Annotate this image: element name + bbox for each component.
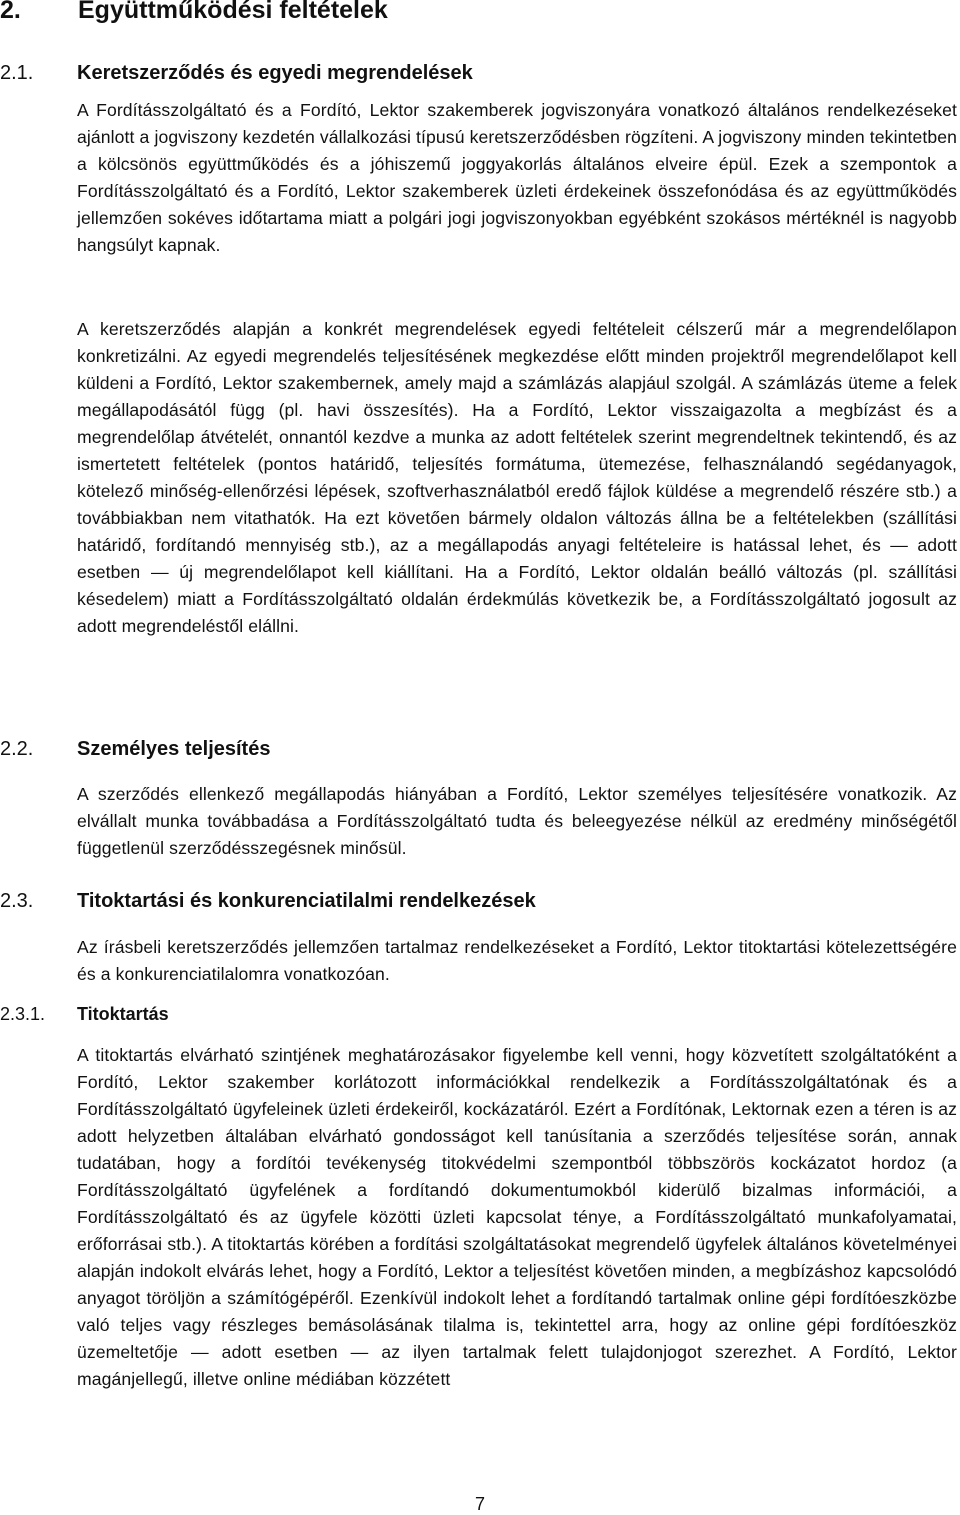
paragraph: A szerződés ellenkező megállapodás hiányában a Fordító, Lektor személyes teljesítésére vonatkozik. Az elvállalt munka továbbadása a Fordításszolgáltató tudta és beleegyezése nélkül az eredmény minőségétől függetlenül szerződésszegésnek minősül. [77,783,957,858]
paragraph: A titoktartás elvárható szintjének meghatározásakor figyelembe kell venni, hogy közvetített szolgáltatóként a Fordító, Lektor szakember korlátozott információkkal rendelkezik a Fordításszolgáltatónak és a Fordításszolgáltató ügyfeleinek üzleti érdekeiről, kockázatáról. Ezért a Fordítónak, Lektornak ezen a téren is az adott helyzetben általában elvárható gondosságot kell tanúsítania a szerződés teljesítése során, annak tudatában, hogy a fordítói tevékenység titokvédelmi szempontból többszörös kockázatot hordoz (a Fordításszolgáltató ügyfelének a fordítandó dokumentumokból kiderülő bizalmas információi, a Fordításszolgáltató és az ügyfele közötti üzleti kapcsolat ténye, a Fordításszolgáltató munkafolyamatai, erőforrásai stb.). A titoktartás körében a fordítási szolgáltatásokat megrendelő ügyfelek általános követelményei alapján indokolt elvárás lehet, hogy a Fordító, Lektor a teljesítést követően minden, a megbízáshoz kapcsolódó anyagot töröljön a számítógépéről. Ezenkívül indokolt lehet a fordítandó tartalmak online gépi fordítóeszközbe való teljes vagy részleges bemásolásának tilalma is, tekintettel arra, hogy az online gépi fordítóeszköz üzemeltetője — adott esetben — az ilyen tartalmak felett tulajdonjogot szerezhet. A Fordító, Lektor magánjellegű, illetve online médiában közzétett [77,1044,957,1389]
section-number: 2. [0,0,21,24]
subsection-heading-2-2 [0,738,270,761]
subsection-title: Keretszerződés és egyedi megrendelések [77,62,473,84]
paragraph: Az írásbeli keretszerződés jellemzően tartalmaz rendelkezéseket a Fordító, Lektor titoktartási kötelezettségére és a konkurenciatilalomra vonatkozóan. [77,936,957,984]
page-number: 7 [474,1494,485,1514]
section-title: Együttműködési feltételek [78,0,388,24]
subsection-number: 2.3. [0,890,34,912]
subsection-heading-2-3 [0,890,536,913]
subsubsection-title: Titoktartás [77,1004,169,1024]
subsection-heading-2-1 [0,62,473,85]
section-heading [0,0,388,25]
paragraph: A Fordításszolgáltató és a Fordító, Lektor szakemberek jogviszonyára vonatkozó általános rendelkezéseket ajánlott a jogviszony kezdetén vállalkozási típusú keretszerződésben rögzíteni. A jogviszony minden tekintetben a kölcsönös együttműködés és a jóhiszemű joggyakorlás általános elveire épül. Ezek a szempontok a Fordításszolgáltató és a Fordító, Lektor szakemberek üzleti érdekeinek összefonódása és az együttműködés jellemzően sokéves időtartama miatt a polgári jogi jogviszonyokban egyébként szokásos mértéknél is nagyobb hangsúlyt kapnak. [77,99,957,255]
subsection-number: 2.1. [0,62,34,84]
subsection-title: Személyes teljesítés [77,738,271,760]
subsubsection-number: 2.3.1. [0,1004,46,1024]
paragraph: A keretszerződés alapján a konkrét megrendelések egyedi feltételeit célszerű már a megrendelőlapon konkretizálni. Az egyedi megrendelés teljesítésének megkezdése előtt minden projektről megrendelőlapot kell küldeni a Fordító, Lektor szakembernek, amely majd a számlázás alapjául szolgál. A számlázás üteme a felek megállapodásától függ (pl. havi összesítés). Ha a Fordító, Lektor visszaigazolta a megbízást és a megrendelőlap átvételét, onnantól kezdve a munka az adott feltételek szerint megrendeltnek tekintendő, és az ismertetett feltételek (pontos határidő, teljesítés formátuma, ütemezése, felhasználandó segédanyagok, kötelező minőség-ellenőrzési lépések, szoftverhasználatból eredő fájlok küldése a megrendelő részére stb.) a továbbiakban nem vitathatók. Ha ezt követően bármely oldalon változás állna be a feltételekben (szállítási határidő, fordítandó mennyiség stb.), az a megállapodás anyagi feltételeire is hatással lehet, és — adott esetben — új megrendelőlapot kell kiállítani. Ha a Fordító, Lektor oldalán beálló változás (pl. szállítási késedelem) miatt a Fordításszolgáltató oldalán érdekmúlás következik be, a Fordításszolgáltató jogosult az adott megrendeléstől elállni. [77,318,957,636]
subsection-number: 2.2. [0,738,34,760]
subsubsection-heading-2-3-1 [0,1004,169,1025]
subsection-title: Titoktartási és konkurenciatilalmi rendelkezések [77,890,536,912]
